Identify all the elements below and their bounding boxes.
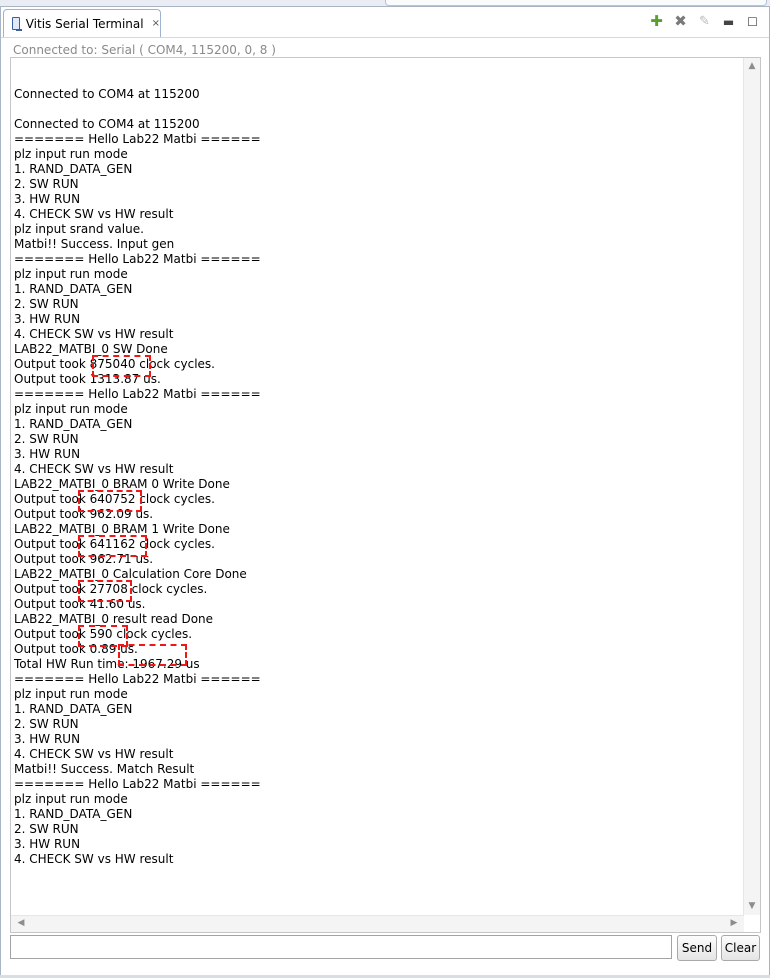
close-icon[interactable]: × <box>151 18 160 29</box>
console-line: plz input srand value. <box>14 222 144 236</box>
console-line: 2. SW RUN <box>14 177 79 191</box>
console-line: 1. RAND_DATA_GEN <box>14 417 133 431</box>
console-line: LAB22_MATBI_0 BRAM 0 Write Done <box>14 477 230 491</box>
console-line: 4. CHECK SW vs HW result <box>14 327 174 341</box>
highlight-box <box>118 644 187 666</box>
console-line: Connected to COM4 at 115200 <box>14 117 200 131</box>
add-icon[interactable]: ✚ <box>650 12 663 30</box>
highlight-box <box>78 490 142 512</box>
console-line: 3. HW RUN <box>14 732 81 746</box>
console-line: 4. CHECK SW vs HW result <box>14 852 174 866</box>
console-line: 1. RAND_DATA_GEN <box>14 702 133 716</box>
console-line: plz input run mode <box>14 267 128 281</box>
console-line: 3. HW RUN <box>14 837 81 851</box>
console-line: plz input run mode <box>14 147 128 161</box>
vertical-scrollbar[interactable] <box>743 58 760 915</box>
console-line: Output took 641162 clock cycles. <box>14 537 215 551</box>
console-line: Output took 0.89 us. <box>14 642 138 656</box>
console-line: 3. HW RUN <box>14 312 81 326</box>
scroll-up-icon[interactable]: ▲ <box>748 61 756 71</box>
console-line: LAB22_MATBI_0 result read Done <box>14 612 214 626</box>
console-line: 2. SW RUN <box>14 717 79 731</box>
console-line: ======= Hello Lab22 Matbi ====== <box>14 387 261 401</box>
console-line: plz input run mode <box>14 792 128 806</box>
console-line: Output took 875040 clock cycles. <box>14 357 215 371</box>
console-line: 2. SW RUN <box>14 297 79 311</box>
maximize-icon[interactable]: ☐ <box>747 14 758 29</box>
highlight-box <box>78 535 147 557</box>
console-line: ======= Hello Lab22 Matbi ====== <box>14 132 261 146</box>
highlight-box <box>78 580 132 602</box>
console-lines <box>14 72 742 867</box>
console-line: 3. HW RUN <box>14 447 81 461</box>
console-line: Output took 640752 clock cycles. <box>14 492 215 506</box>
tab-vitis-serial-terminal[interactable] <box>3 9 161 37</box>
remove-icon[interactable]: ✖ <box>674 12 687 30</box>
horizontal-scrollbar[interactable] <box>11 915 744 932</box>
console-line: 3. HW RUN <box>14 192 81 206</box>
console-line: LAB22_MATBI_0 BRAM 1 Write Done <box>14 522 230 536</box>
minimize-icon[interactable]: ▬ <box>722 14 735 29</box>
console-line: Matbi!! Success. Input gen <box>14 237 175 251</box>
console-line: Connected to COM4 at 115200 <box>14 87 200 101</box>
console-line: 4. CHECK SW vs HW result <box>14 462 174 476</box>
console-line <box>14 72 742 87</box>
console-line: ======= Hello Lab22 Matbi ====== <box>14 672 261 686</box>
console-line: 1. RAND_DATA_GEN <box>14 162 133 176</box>
console-line: 1. RAND_DATA_GEN <box>14 282 133 296</box>
console-line: plz input run mode <box>14 402 128 416</box>
console-line: LAB22_MATBI_0 SW Done <box>14 342 168 356</box>
clear-icon[interactable]: ✎ <box>699 14 710 29</box>
console-line: LAB22_MATBI_0 Calculation Core Done <box>14 567 247 581</box>
console-line: Output took 962.71 us. <box>14 552 154 566</box>
scroll-right-icon[interactable]: ▶ <box>730 918 738 928</box>
console-output[interactable] <box>10 57 761 933</box>
console-line: Output took 27708 clock cycles. <box>14 582 208 596</box>
console-line: Output took 1313.87 us. <box>14 372 161 386</box>
console-line: 4. CHECK SW vs HW result <box>14 747 174 761</box>
console-line: ======= Hello Lab22 Matbi ====== <box>14 777 261 791</box>
console-line: Output took 590 clock cycles. <box>14 627 193 641</box>
clear-button[interactable]: Clear <box>721 935 760 961</box>
console-line: 2. SW RUN <box>14 822 79 836</box>
console-line: Matbi!! Success. Match Result <box>14 762 195 776</box>
send-button[interactable]: Send <box>677 935 717 961</box>
console-line: Total HW Run time: 1967.29 us <box>14 657 200 671</box>
console-line: Output took 41.60 us. <box>14 597 146 611</box>
console-line <box>14 102 742 117</box>
connection-status: Connected to: Serial ( COM4, 115200, 0, 8 ) <box>13 43 276 57</box>
console-line: 2. SW RUN <box>14 432 79 446</box>
highlight-box <box>92 355 151 377</box>
scroll-down-icon[interactable]: ▼ <box>748 901 756 911</box>
send-row <box>10 935 762 961</box>
tab-bar <box>1 7 769 38</box>
view-toolbar <box>648 13 761 30</box>
tab-title: Vitis Serial Terminal <box>25 16 144 31</box>
console-line: plz input run mode <box>14 687 128 701</box>
terminal-icon <box>12 17 20 30</box>
send-input[interactable] <box>10 935 672 959</box>
console-line: Output took 962.09 us. <box>14 507 154 521</box>
console-line: 1. RAND_DATA_GEN <box>14 807 133 821</box>
console-line: 4. CHECK SW vs HW result <box>14 207 174 221</box>
console-line: ======= Hello Lab22 Matbi ====== <box>14 252 261 266</box>
scroll-left-icon[interactable]: ◀ <box>17 918 25 928</box>
